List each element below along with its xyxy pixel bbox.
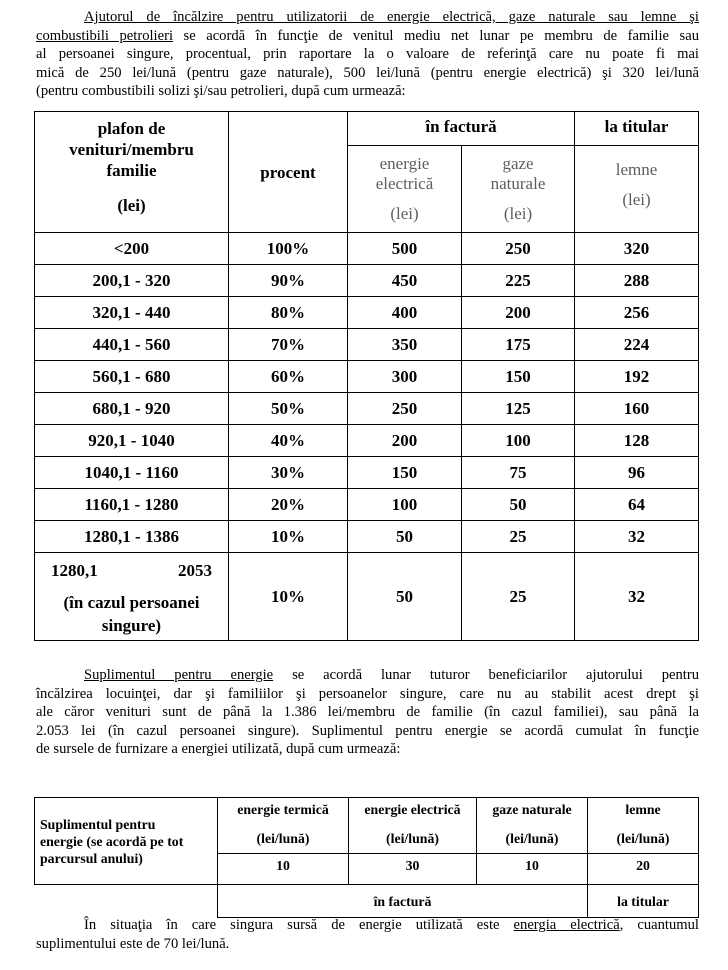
lemne-cell: 192 bbox=[575, 361, 699, 393]
lemne-cell: 288 bbox=[575, 265, 699, 297]
energie-cell: 450 bbox=[348, 265, 462, 297]
intro-line-1: Ajutorul de încălzire pentru utilizatorii de energie electrică, gaze naturale sau lemne şi bbox=[84, 9, 699, 25]
lemne-cell: 320 bbox=[575, 233, 699, 265]
plafon-cell: 920,1 - 1040 bbox=[35, 425, 229, 457]
plafon-cell: 1160,1 - 1280 bbox=[35, 489, 229, 521]
heating-aid-table bbox=[34, 111, 699, 641]
header-procent: procent bbox=[229, 112, 348, 233]
intro-line-2: combustibili petrolieri se acordă în funcţie de venitul mediu net lunar pe membru de familie sau bbox=[36, 27, 699, 44]
lemne-cell: 32 bbox=[575, 521, 699, 553]
heating-aid-rows bbox=[35, 233, 699, 553]
gaze-cell: 25 bbox=[462, 521, 575, 553]
intro-paragraph bbox=[36, 8, 699, 101]
gaze-cell: 250 bbox=[462, 233, 575, 265]
energie-cell: 50 bbox=[348, 521, 462, 553]
supplement-label: Suplimentul pentru energie (se acordă pe tot parcursul anului) bbox=[35, 798, 218, 885]
procent-cell: 20% bbox=[229, 489, 348, 521]
header-lemne: lemne (lei) bbox=[575, 145, 699, 233]
intro-line-4: mică de 250 lei/lună (pentru gaze naturale), 500 lei/lună (pentru energie electrică) şi 320 lei/lună bbox=[36, 64, 699, 81]
footer-line-2: suplimentului este de 70 lei/lună. bbox=[36, 935, 230, 952]
footer-empty-cell bbox=[35, 885, 218, 918]
header-gaze-naturale: gaze naturale (lei) bbox=[462, 145, 575, 233]
supplement-line-4: 2.053 lei (în cazul persoanei singure). Suplimentul pentru energie se acordă cumulat în funcţie bbox=[36, 722, 699, 739]
header-energie-electrica: energie electrică (lei/lună) bbox=[349, 798, 477, 854]
plafon-cell: 680,1 - 920 bbox=[35, 393, 229, 425]
lemne-cell: 96 bbox=[575, 457, 699, 489]
value-energie-electrica: 30 bbox=[349, 854, 477, 885]
procent-cell: 60% bbox=[229, 361, 348, 393]
table-row bbox=[35, 265, 699, 297]
gaze-cell: 175 bbox=[462, 329, 575, 361]
procent-cell: 10% bbox=[229, 521, 348, 553]
procent-cell: 90% bbox=[229, 265, 348, 297]
footer-la-titular: la titular bbox=[588, 885, 699, 918]
procent-cell: 40% bbox=[229, 425, 348, 457]
table-row-persoana-singura bbox=[35, 553, 699, 641]
plafon-cell: 1040,1 - 1160 bbox=[35, 457, 229, 489]
lemne-cell: 64 bbox=[575, 489, 699, 521]
footer-in-factura: în factură bbox=[218, 885, 588, 918]
energie-cell: 150 bbox=[348, 457, 462, 489]
procent-cell: 80% bbox=[229, 297, 348, 329]
plafon-cell: 440,1 - 560 bbox=[35, 329, 229, 361]
energie-cell: 300 bbox=[348, 361, 462, 393]
header-lemne: lemne (lei/lună) bbox=[588, 798, 699, 854]
energie-cell: 200 bbox=[348, 425, 462, 457]
gaze-cell: 125 bbox=[462, 393, 575, 425]
energie-cell: 250 bbox=[348, 393, 462, 425]
lemne-cell: 160 bbox=[575, 393, 699, 425]
gaze-cell: 100 bbox=[462, 425, 575, 457]
table-row bbox=[35, 233, 699, 265]
energy-supplement-table bbox=[34, 797, 699, 918]
intro-line-3: al persoanei singure, procentual, prin raportare la o valoare de referinţă care nu poate fi mai bbox=[36, 46, 699, 63]
footer-paragraph bbox=[36, 916, 699, 953]
procent-cell: 30% bbox=[229, 457, 348, 489]
energie-cell: 100 bbox=[348, 489, 462, 521]
energie-cell: 350 bbox=[348, 329, 462, 361]
header-gaze-naturale: gaze naturale (lei/lună) bbox=[477, 798, 588, 854]
table-row bbox=[35, 489, 699, 521]
gaze-cell: 225 bbox=[462, 265, 575, 297]
table-row bbox=[35, 425, 699, 457]
procent-cell: 70% bbox=[229, 329, 348, 361]
table-row bbox=[35, 361, 699, 393]
procent-cell: 50% bbox=[229, 393, 348, 425]
supplement-line-5: de sursele de furnizare a energiei utilizată, după cum urmează: bbox=[36, 741, 401, 758]
plafon-cell: 560,1 - 680 bbox=[35, 361, 229, 393]
lemne-cell: 32 bbox=[575, 553, 699, 641]
header-energie-electrica: energie electrică (lei) bbox=[348, 145, 462, 233]
value-lemne: 20 bbox=[588, 854, 699, 885]
lemne-cell: 224 bbox=[575, 329, 699, 361]
header-plafon: plafon de venituri/membru familie (lei) bbox=[35, 112, 229, 233]
lemne-cell: 128 bbox=[575, 425, 699, 457]
header-energie-termica: energie termică (lei/lună) bbox=[218, 798, 349, 854]
gaze-cell: 150 bbox=[462, 361, 575, 393]
gaze-cell: 75 bbox=[462, 457, 575, 489]
value-gaze-naturale: 10 bbox=[477, 854, 588, 885]
supplement-line-2: încălzirea locuinţei, dar şi familiilor şi persoanelor singure, care nu au stabilit acest drept şi bbox=[36, 685, 699, 702]
plafon-cell: 320,1 - 440 bbox=[35, 297, 229, 329]
intro-line-5: (pentru combustibili solizi şi/sau petrolieri, după cum urmează: bbox=[36, 83, 406, 100]
gaze-cell: 25 bbox=[462, 553, 575, 641]
plafon-cell: 200,1 - 320 bbox=[35, 265, 229, 297]
gaze-cell: 200 bbox=[462, 297, 575, 329]
table-row bbox=[35, 393, 699, 425]
procent-cell: 10% bbox=[229, 553, 348, 641]
supplement-line-1: Suplimentul pentru energie se acordă lunar tuturor beneficiarilor ajutorului pentru bbox=[84, 667, 699, 683]
table-row bbox=[35, 457, 699, 489]
value-energie-termica: 10 bbox=[218, 854, 349, 885]
table-row bbox=[35, 521, 699, 553]
header-la-titular: la titular bbox=[575, 112, 699, 146]
gaze-cell: 50 bbox=[462, 489, 575, 521]
supplement-line-3: ale căror venituri sunt de până la 1.386 lei/membru de familie (în cazul familiei), sau până la bbox=[36, 704, 699, 721]
supplement-paragraph bbox=[36, 666, 699, 759]
plafon-cell: <200 bbox=[35, 233, 229, 265]
table-row bbox=[35, 297, 699, 329]
table-row bbox=[35, 329, 699, 361]
energie-cell: 400 bbox=[348, 297, 462, 329]
header-in-factura: în factură bbox=[348, 112, 575, 146]
energie-cell: 500 bbox=[348, 233, 462, 265]
plafon-cell: 1280,1 - 1386 bbox=[35, 521, 229, 553]
lemne-cell: 256 bbox=[575, 297, 699, 329]
plafon-persoana-singura: 1280,1 2053 (în cazul persoanei singure) bbox=[35, 553, 229, 641]
procent-cell: 100% bbox=[229, 233, 348, 265]
footer-line-1: În situaţia în care singura sursă de energie utilizată este energia electrică, cuantumul bbox=[84, 917, 699, 933]
energie-cell: 50 bbox=[348, 553, 462, 641]
